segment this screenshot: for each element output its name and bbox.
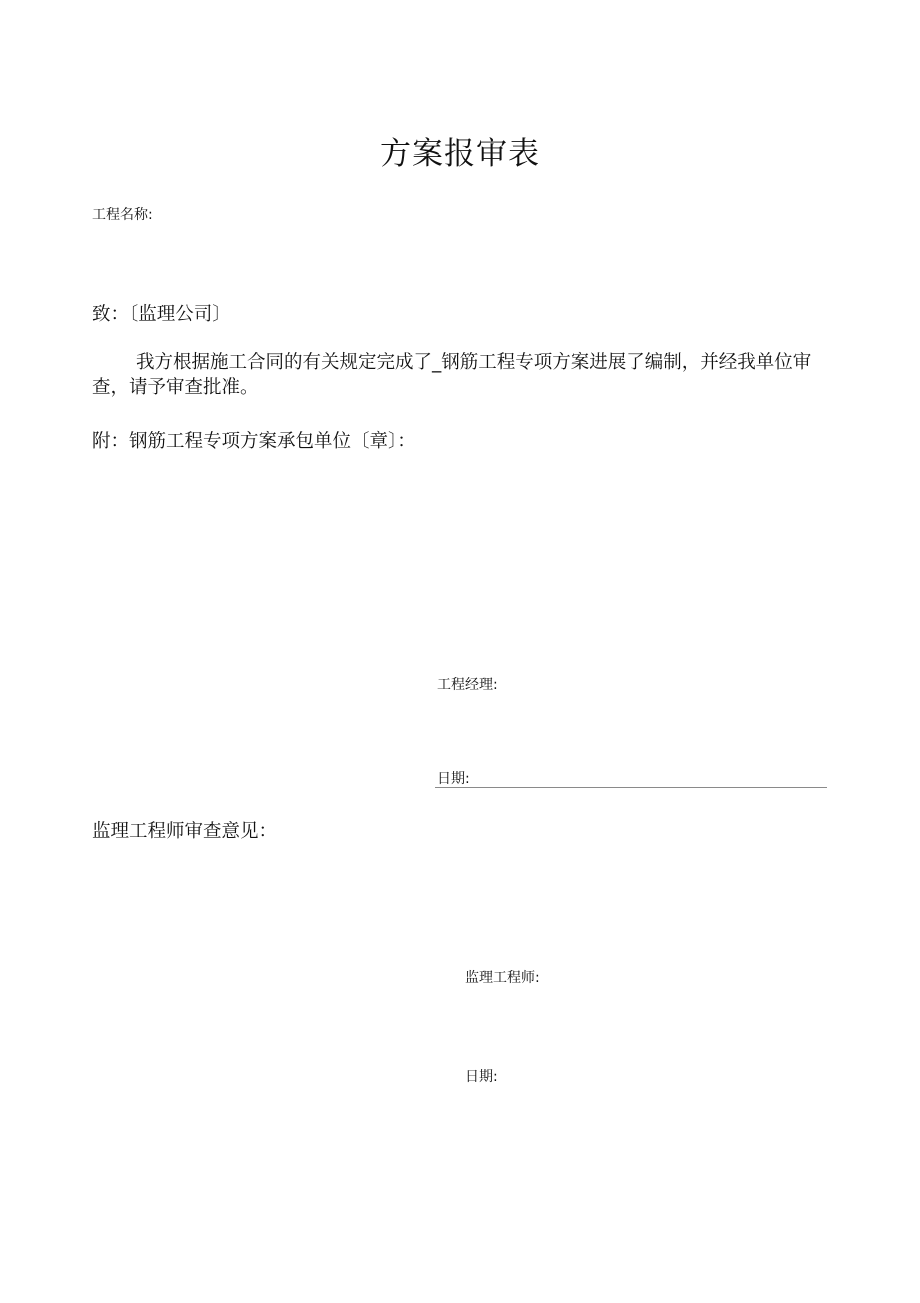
supervisor-date-label: 日期:	[465, 1069, 498, 1085]
body-paragraph: 我方根据施工合同的有关规定完成了_钢筋工程专项方案进展了编制，并经我单位审查，请予审查批准。	[92, 352, 812, 398]
supervising-engineer-label: 监理工程师:	[465, 970, 540, 986]
attachment-line: 附：钢筋工程专项方案承包单位〔章〕：	[92, 431, 416, 452]
signature-divider	[435, 787, 827, 788]
contractor-date-label: 日期:	[437, 771, 470, 787]
project-name-label: 工程名称:	[92, 207, 153, 223]
project-manager-label: 工程经理:	[437, 677, 498, 693]
supervisor-opinion-label: 监理工程师审查意见：	[92, 821, 278, 842]
form-title: 方案报审表	[380, 136, 540, 172]
addressee-line: 致：〔监理公司〕	[92, 304, 231, 325]
